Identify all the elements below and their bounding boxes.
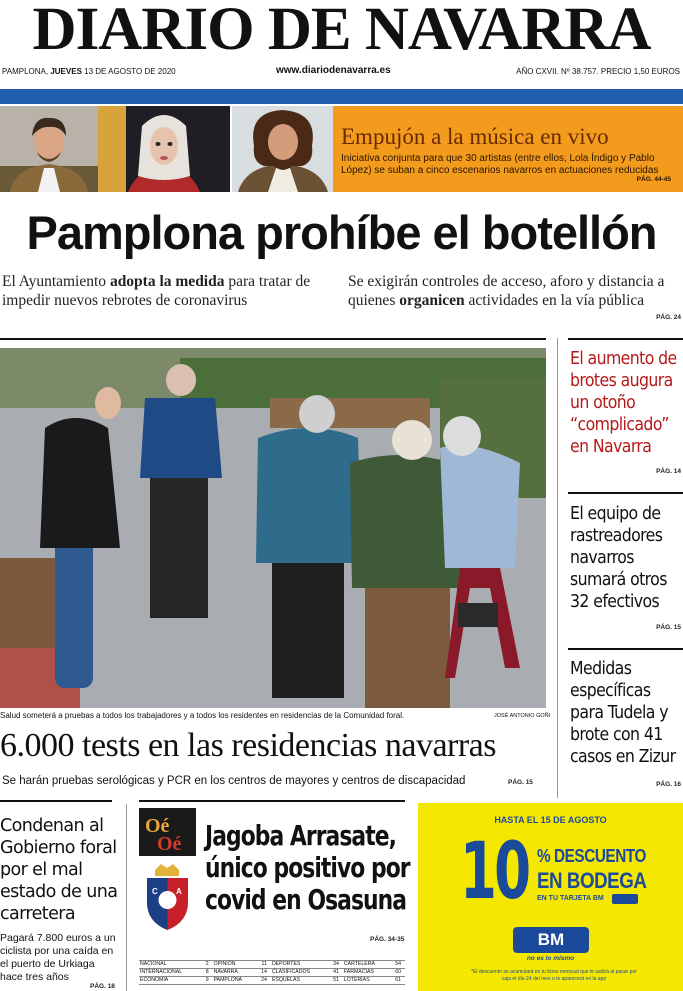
- main-headline[interactable]: Pamplona prohíbe el botellón: [26, 206, 657, 259]
- index-section[interactable]: ECONOMÍA: [139, 977, 201, 985]
- osasuna-page-ref: PÁG. 34-35: [370, 936, 405, 943]
- photo-story-subhead: Se harán pruebas serológicas y PCR en los centros de mayores y centros de discapacidad: [2, 775, 466, 787]
- loyalty-card-icon: [612, 894, 638, 904]
- teaser-page-ref: PÁG. 44-45: [636, 176, 671, 183]
- osasuna-crest-icon: [139, 862, 196, 932]
- index-page: 60: [390, 969, 405, 977]
- date-day: JUEVES: [50, 67, 82, 76]
- deck-right-text: Se exigirán controles de acceso, aforo y distancia a quienes: [348, 273, 665, 309]
- newspaper-title: DIARIO DE NAVARRA: [32, 0, 651, 63]
- deck-right-bold: organicen: [399, 292, 465, 309]
- ad-fine-print: *El descuento se acumulará en tu bono mensual que te saldrá al pasar por caja el día 24 del mes o te aparecerá en la app: [471, 969, 637, 982]
- artist-photo-1: [0, 106, 98, 192]
- index-section[interactable]: CARTELERA: [343, 961, 390, 969]
- photo-credit: JOSÉ ANTONIO GOÑI: [494, 713, 551, 719]
- edition-info: AÑO CXVII. Nº 38.757. PRECIO 1,50 EUROS: [516, 67, 680, 76]
- index-section[interactable]: OPINIÓN: [213, 961, 256, 969]
- section-index: [139, 960, 405, 985]
- index-page: 51: [328, 977, 343, 985]
- artist-photo-3: [232, 106, 333, 192]
- divider: [568, 648, 683, 650]
- sidebar-headline-tudela[interactable]: Medidas específicas para Tudela y brote con 41 casos en Zizur: [570, 659, 676, 767]
- sidebar-page-ref: PÁG. 16: [656, 781, 681, 788]
- index-page: 14: [256, 969, 271, 977]
- divider: [0, 338, 546, 340]
- deck-left-bold: adopta la medida: [109, 273, 225, 290]
- bm-logo: BM: [513, 927, 589, 953]
- index-page: 41: [328, 969, 343, 977]
- index-row: [139, 969, 405, 977]
- column-divider: [126, 804, 127, 991]
- index-section[interactable]: NACIONAL: [139, 961, 201, 969]
- index-row: [139, 977, 405, 985]
- index-page: 9: [201, 977, 212, 985]
- carretera-page-ref: PÁG. 18: [90, 983, 115, 990]
- ad-card-note: EN TU TARJETA BM: [537, 895, 604, 902]
- ad-date: HASTA EL 15 DE AGOSTO: [494, 815, 607, 825]
- index-page: 11: [256, 961, 271, 969]
- sidebar-page-ref: PÁG. 14: [656, 468, 681, 475]
- teaser-text: Iniciativa conjunta para que 30 artistas (entre ellos, Lola Índigo y Pablo López) se suban a cinco escenarios navarros en actuaciones reducidas: [341, 153, 659, 176]
- date-city: PAMPLONA,: [2, 67, 49, 76]
- sidebar-page-ref: PÁG. 15: [656, 624, 681, 631]
- lead-page-ref: PÁG. 24: [656, 314, 681, 321]
- dateline: [2, 67, 176, 76]
- oe-oe-logo: [139, 808, 196, 856]
- masthead-bar: [0, 89, 683, 104]
- index-section[interactable]: DEPORTES: [271, 961, 328, 969]
- osasuna-headline[interactable]: Jagoba Arrasate, único positivo por covid en Osasuna: [205, 819, 410, 916]
- sidebar-headline-brotes[interactable]: El aumento de brotes augura un otoño “complicado” en Navarra: [570, 349, 677, 457]
- index-section[interactable]: PAMPLONA: [213, 977, 256, 985]
- crest-letter-a: A: [176, 887, 182, 896]
- carretera-headline[interactable]: Condenan al Gobierno foral por el mal estado de una carretera: [0, 816, 118, 924]
- index-page: 2: [201, 961, 212, 969]
- lead-deck-left: [2, 272, 332, 310]
- divider: [139, 800, 405, 802]
- index-page: 24: [256, 977, 271, 985]
- ad-discount-label: % DESCUENTO: [537, 846, 646, 866]
- index-page: 34: [328, 961, 343, 969]
- date-rest: 13 DE AGOSTO DE 2020: [84, 67, 176, 76]
- oe-logo-text-2: Oé: [157, 833, 182, 855]
- oe-logo-text-1: Oé: [145, 815, 170, 837]
- crest-letter-c: C: [152, 887, 158, 896]
- ad-category: EN BODEGA: [537, 868, 647, 893]
- index-section[interactable]: LOTERÍAS: [343, 977, 390, 985]
- ad-discount-number: 10: [460, 827, 529, 917]
- sidebar-headline-rastreadores[interactable]: El equipo de rastreadores navarros sumará otros 32 efectivos: [570, 504, 667, 612]
- website-link[interactable]: www.diariodenavarra.es: [276, 65, 391, 76]
- carretera-text: Pagará 7.800 euros a un ciclista por una caída en el puerto de Urkiaga hace tres años: [0, 932, 116, 983]
- photo-story-page-ref: PÁG. 15: [508, 779, 533, 786]
- column-divider: [557, 338, 558, 798]
- index-section[interactable]: FARMACIAS: [343, 969, 390, 977]
- index-section[interactable]: ESQUELAS: [271, 977, 328, 985]
- index-section[interactable]: INTERNACIONAL: [139, 969, 201, 977]
- ad-slogan: no es lo mismo: [526, 955, 575, 962]
- index-row: [139, 961, 405, 969]
- deck-right-text-end: actividades en la vía pública: [464, 292, 645, 309]
- teaser-title[interactable]: Empujón a la música en vivo: [341, 124, 609, 149]
- lead-deck-right: [348, 272, 682, 310]
- index-page: 8: [201, 969, 212, 977]
- index-page: 54: [390, 961, 405, 969]
- index-section[interactable]: NAVARRA: [213, 969, 256, 977]
- divider: [0, 800, 112, 802]
- photo-caption: Salud someterá a pruebas a todos los trabajadores y a todos los residentes en residencias de la Comunidad foral.: [0, 711, 405, 720]
- deck-left-text-end: para tratar de impedir nuevos rebrotes de coronavirus: [2, 273, 311, 309]
- index-page: 61: [390, 977, 405, 985]
- divider: [568, 492, 683, 494]
- artist-photo-2: [98, 106, 230, 192]
- divider: [568, 338, 683, 340]
- deck-left-text: El Ayuntamiento: [2, 273, 110, 290]
- residents-photo: [0, 348, 546, 708]
- index-section[interactable]: CLASIFICADOS: [271, 969, 328, 977]
- photo-story-headline[interactable]: 6.000 tests en las residencias navarras: [0, 727, 496, 764]
